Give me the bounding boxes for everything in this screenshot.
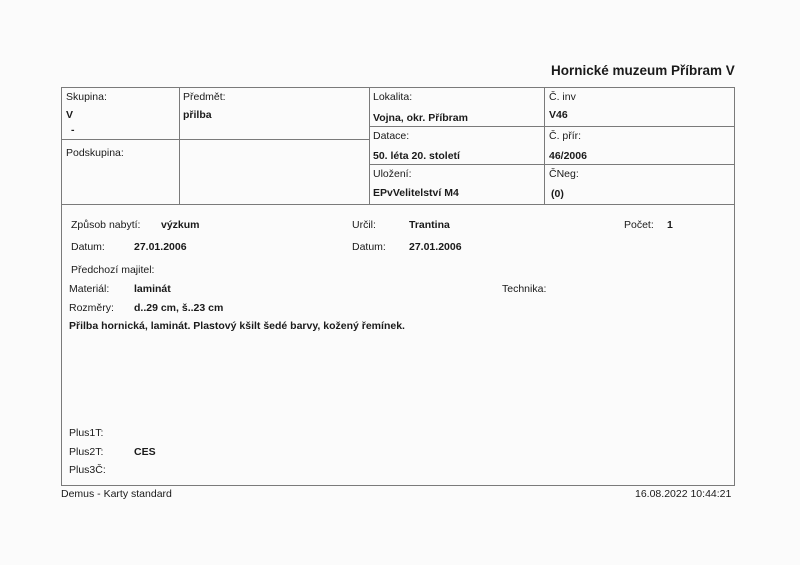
zpusob-value: výzkum: [161, 219, 200, 231]
museum-title: Hornické muzeum Příbram V: [551, 63, 735, 78]
plus3c-label: Plus3Č:: [69, 464, 106, 476]
datum-label-1: Datum:: [71, 241, 105, 253]
material-label: Materiál:: [69, 283, 110, 295]
footer-timestamp: 16.08.2022 10:44:21: [635, 488, 732, 500]
skupina-value: V: [66, 109, 74, 121]
rozmery-label: Rozměry:: [69, 302, 114, 314]
pocet-value: 1: [667, 219, 673, 231]
technika-label: Technika:: [502, 283, 547, 295]
skupina-value-2: -: [71, 124, 75, 136]
cprir-label: Č. přír:: [549, 130, 582, 142]
ulozeni-value: EPvVelitelství M4: [373, 187, 459, 199]
plus2t-label: Plus2T:: [69, 446, 104, 458]
cinv-value: V46: [549, 109, 568, 121]
popis-text: Přilba hornická, laminát. Plastový kšilt šedé barvy, kožený řemínek.: [69, 320, 405, 332]
footer-left: Demus - Karty standard: [61, 488, 172, 500]
material-value: laminát: [134, 283, 171, 295]
urcil-label: Určil:: [352, 219, 376, 231]
skupina-label: Skupina:: [66, 91, 107, 103]
pocet-label: Počet:: [624, 219, 654, 231]
datace-value: 50. léta 20. století: [373, 150, 460, 162]
plus1t-label: Plus1T:: [69, 427, 104, 439]
rozmery-value: d..29 cm, š..23 cm: [134, 302, 224, 314]
zpusob-label: Způsob nabytí:: [71, 219, 141, 231]
predchozi-majitel-label: Předchozí majitel:: [71, 264, 155, 276]
podskupina-label: Podskupina:: [66, 147, 124, 159]
datace-label: Datace:: [373, 130, 410, 142]
cneg-value: (0): [551, 188, 564, 200]
datum-value-1: 27.01.2006: [134, 241, 187, 253]
datum-value-2: 27.01.2006: [409, 241, 462, 253]
datum-label-2: Datum:: [352, 241, 386, 253]
cinv-label: Č. inv: [549, 91, 576, 103]
urcil-value: Trantina: [409, 219, 450, 231]
ulozeni-label: Uložení:: [373, 168, 412, 180]
predmet-value: přilba: [183, 109, 212, 121]
predmet-label: Předmět:: [183, 91, 226, 103]
cneg-label: ČNeg:: [549, 168, 579, 180]
lokalita-value: Vojna, okr. Příbram: [373, 112, 468, 124]
plus2t-value: CES: [134, 446, 156, 458]
lokalita-label: Lokalita:: [373, 91, 413, 103]
cprir-value: 46/2006: [549, 150, 587, 162]
